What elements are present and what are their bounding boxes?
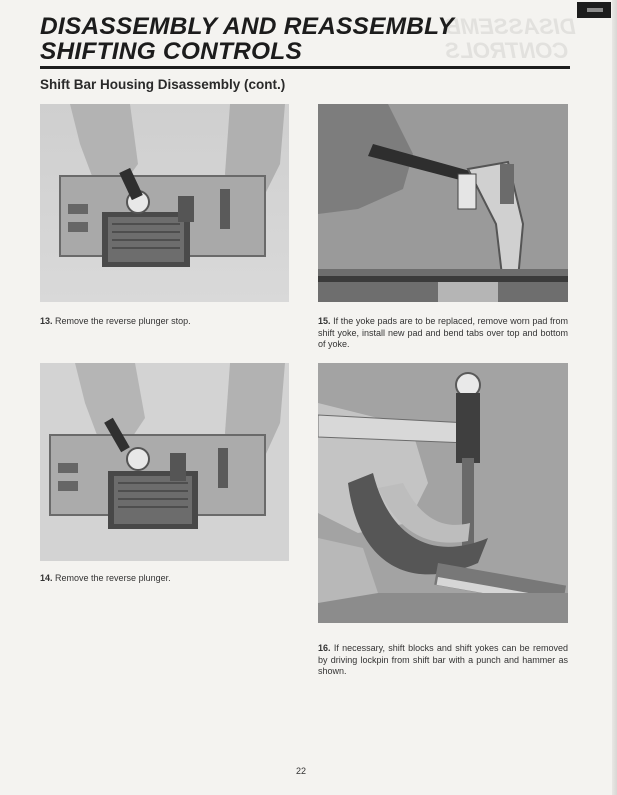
section-heading: Shift Bar Housing Disassembly (cont.) (40, 77, 286, 92)
caption-step-14 (40, 573, 290, 585)
caption-step-13-text: Remove the reverse plunger stop. (55, 316, 191, 326)
bleed-through-subtitle: CONTROLS (445, 38, 569, 63)
caption-step-15-number: 15. (318, 316, 331, 326)
caption-step-13 (40, 316, 290, 328)
photo-step-13 (40, 104, 289, 302)
caption-step-13-number: 13. (40, 316, 53, 326)
photo-step-16 (318, 363, 568, 623)
caption-step-16-text: If necessary, shift blocks and shift yokes can be removed by driving lockpin from shift bar with a punch and hammer as shown. (318, 643, 568, 676)
page-title-line-1: DISASSEMBLY AND REASSEMBLY (40, 13, 455, 40)
caption-step-16 (318, 643, 568, 678)
caption-step-14-text: Remove the reverse plunger. (55, 573, 171, 583)
page-edge-shadow (612, 0, 617, 795)
corner-tab-marker (577, 2, 611, 18)
caption-step-16-number: 16. (318, 643, 331, 653)
title-divider (40, 66, 570, 69)
bleed-through-title: DISASSEMB (445, 14, 576, 39)
caption-step-15-text: If the yoke pads are to be replaced, remove worn pad from shift yoke, install new pad and bend tabs over top and bottom of yoke. (318, 316, 568, 349)
page-title-line-2: SHIFTING CONTROLS (40, 38, 303, 65)
photo-step-15 (318, 104, 568, 302)
page-title (40, 14, 454, 64)
photo-step-14 (40, 363, 289, 561)
caption-step-15 (318, 316, 568, 351)
page-number: 22 (296, 766, 307, 776)
caption-step-14-number: 14. (40, 573, 53, 583)
